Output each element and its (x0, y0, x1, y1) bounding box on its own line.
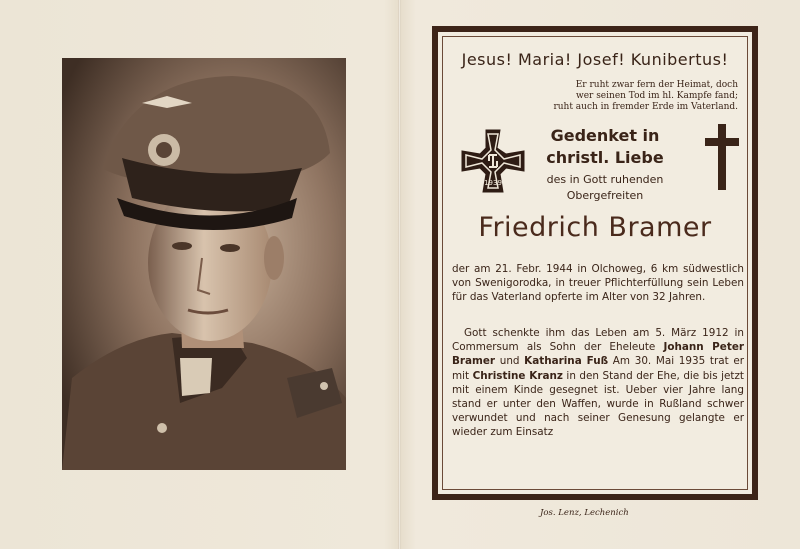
verse-line: wer seinen Tod im hl. Kampfe fand; (576, 91, 738, 101)
death-paragraph: der am 21. Febr. 1944 in Olchoweg, 6 km südwestlich von Swenigorodka, in treuer Pflichterfüllung sein Leben für das Vaterland opferte im Alter von 32 Jahren. (452, 263, 744, 304)
rank-intro-line: des in Gott ruhenden (546, 173, 664, 186)
bio-text: in den Stand der Ehe, die bis jetzt mit einem Kinde gesegnet ist. Ueber vier Jahre lang stand er unter den Waffen, wurde in Rußland schwer verwundet und nach seiner Genesung gelangte er wieder zum Einsatz (452, 369, 744, 439)
rank-intro (530, 172, 680, 204)
verse-text (508, 80, 738, 113)
verse-line: Er ruht zwar fern der Heimat, doch (575, 80, 738, 90)
wife-name: Christine Kranz (472, 369, 563, 382)
iron-cross-icon (460, 128, 526, 198)
bio-text: Gott schenkte ihm das Leben am 5. März 1912 in Commersum als Sohn der Eheleute (452, 327, 744, 354)
bio-text: Am 30. Mai 1935 trat er mit (452, 355, 745, 382)
center-fold (398, 0, 401, 549)
gedenket-heading (530, 125, 680, 169)
father-name: Johann Peter Bramer (452, 341, 744, 368)
obituary-panel (432, 26, 758, 500)
mother-name: Katharina Fuß (524, 355, 609, 368)
latin-cross-icon (704, 122, 740, 196)
rank-line: Obergefreiten (566, 189, 644, 202)
bio-text: und (495, 355, 525, 368)
biography-paragraph (452, 326, 744, 440)
cross-year-label: 1939 (484, 179, 502, 187)
printer-imprint: Jos. Lenz, Lechenich (540, 508, 629, 518)
verse-line: ruht auch in fremder Erde im Vaterland. (553, 102, 738, 112)
gedenket-line: christl. Liebe (546, 148, 664, 167)
invocation-heading: Jesus! Maria! Josef! Kunibertus! (461, 50, 729, 69)
deceased-name: Friedrich Bramer (478, 212, 712, 243)
soldier-portrait-photo (62, 58, 346, 470)
gedenket-line: Gedenket in (550, 126, 660, 145)
